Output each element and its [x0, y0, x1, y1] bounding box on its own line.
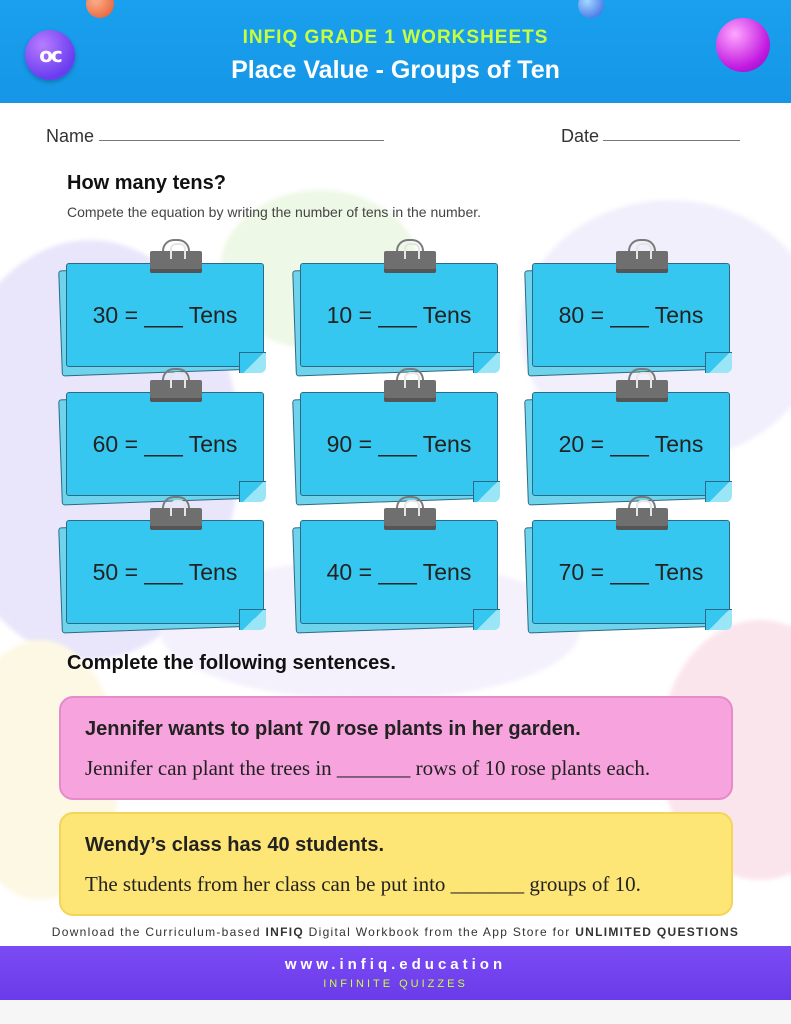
binder-clip-icon	[150, 368, 202, 402]
instruction-text: Compete the equation by writing the number of tens in the number.	[67, 204, 482, 220]
footer-url-link[interactable]: www.infiq.education	[284, 956, 507, 973]
name-line[interactable]	[99, 140, 384, 141]
date-line[interactable]	[603, 140, 740, 141]
note-card	[64, 390, 264, 498]
note-equation[interactable]: 10 = ___ Tens	[300, 263, 498, 367]
binder-clip-icon	[384, 239, 436, 273]
bottom-strip	[0, 1000, 791, 1024]
binder-clip-icon	[616, 496, 668, 530]
note-equation[interactable]: 30 = ___ Tens	[66, 263, 264, 367]
promo-prefix: Download the Curriculum-based	[51, 925, 266, 939]
binder-clip-icon	[150, 239, 202, 273]
infiq-logo: oc	[25, 30, 75, 80]
promo-brand: INFIQ	[265, 925, 304, 939]
sentence-card	[59, 812, 733, 916]
note-equation[interactable]: 40 = ___ Tens	[300, 520, 498, 624]
name-label: Name	[46, 126, 95, 146]
promo-emphasis: UNLIMITED QUESTIONS	[575, 925, 740, 939]
binder-clip-icon	[384, 496, 436, 530]
promo-middle: Digital Workbook from the App Store for	[304, 925, 576, 939]
note-card	[298, 518, 498, 626]
note-card	[298, 390, 498, 498]
note-equation[interactable]: 20 = ___ Tens	[532, 392, 730, 496]
note-card	[530, 518, 730, 626]
note-card	[530, 390, 730, 498]
note-card	[64, 518, 264, 626]
sentence-card	[59, 696, 733, 800]
date-label: Date	[561, 126, 600, 146]
series-title: INFIQ GRADE 1 WORKSHEETS	[242, 27, 549, 48]
orange-orb-decoration	[86, 0, 114, 18]
sentence-fill-in[interactable]: The students from her class can be put into _______ groups of 10.	[85, 872, 641, 896]
promo-banner	[0, 925, 791, 939]
note-equation[interactable]: 60 = ___ Tens	[66, 392, 264, 496]
binder-clip-icon	[616, 368, 668, 402]
section-title-tens: How many tens?	[67, 172, 226, 194]
note-card	[64, 261, 264, 369]
binder-clip-icon	[616, 239, 668, 273]
page-title: Place Value - Groups of Ten	[231, 56, 560, 84]
blue-orb-decoration	[578, 0, 604, 18]
note-equation[interactable]: 70 = ___ Tens	[532, 520, 730, 624]
note-card	[530, 261, 730, 369]
worksheet-header	[0, 0, 791, 103]
binder-clip-icon	[384, 368, 436, 402]
note-equation[interactable]: 50 = ___ Tens	[66, 520, 264, 624]
sentence-fill-in[interactable]: Jennifer can plant the trees in _______ rows of 10 rose plants each.	[85, 756, 651, 780]
footer-tagline: INFINITE QUIZZES	[323, 978, 468, 990]
sentence-prompt: Wendy’s class has 40 students.	[85, 834, 385, 856]
section-title-sentences: Complete the following sentences.	[67, 652, 396, 674]
sentence-prompt: Jennifer wants to plant 70 rose plants in her garden.	[85, 718, 581, 740]
note-equation[interactable]: 80 = ___ Tens	[532, 263, 730, 367]
binder-clip-icon	[150, 496, 202, 530]
note-card	[298, 261, 498, 369]
note-equation[interactable]: 90 = ___ Tens	[300, 392, 498, 496]
footer-bar	[0, 946, 791, 1000]
